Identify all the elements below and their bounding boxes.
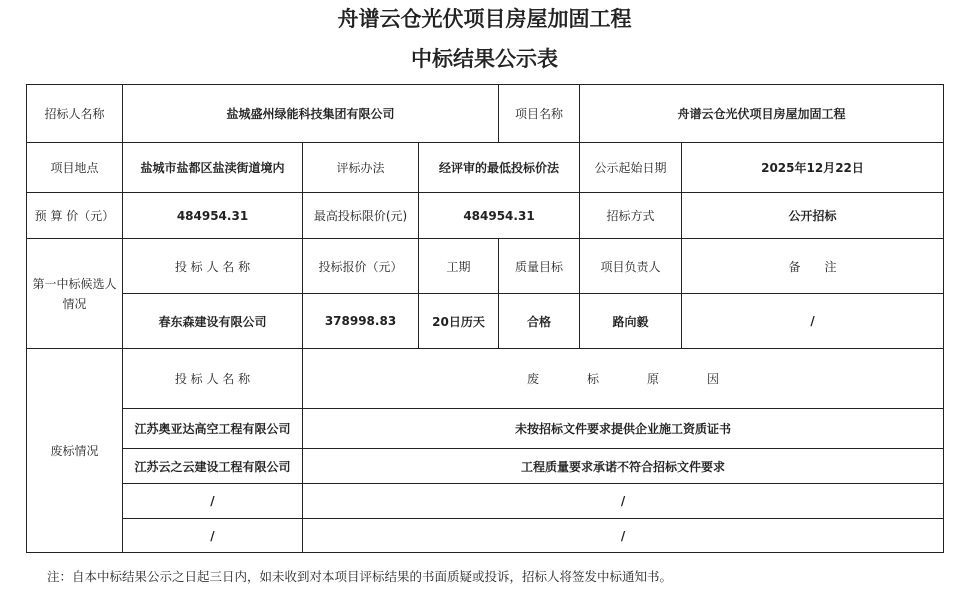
reject-reason: 未按招标文件要求提供企业施工资质证书 [303, 409, 944, 449]
rejected-bidder-header: 投 标 人 名 称 [123, 349, 303, 409]
start-date-value: 2025年12月22日 [682, 143, 944, 193]
candidate-manager: 路向毅 [580, 294, 682, 349]
footnote: 注：自本中标结果公示之日起三日内，如未收到对本项目评标结果的书面质疑或投诉，招标人将签发中标通知书。 [47, 569, 673, 584]
rejected-bidder: 江苏奥亚达高空工程有限公司 [123, 409, 303, 449]
bid-result-table [26, 84, 944, 553]
page-title: 舟谱云仓光伏项目房屋加固工程 [337, 6, 632, 31]
table-row [27, 239, 944, 294]
rejected-bidder: / [123, 519, 303, 553]
reject-reason: / [303, 519, 944, 553]
candidate-bidder: 春东森建设有限公司 [123, 294, 303, 349]
table-row [27, 484, 944, 519]
budget-label: 预 算 价（元） [27, 193, 123, 239]
budget-value: 484954.31 [123, 193, 303, 239]
quality-header: 质量目标 [499, 239, 580, 294]
bidder-header: 投 标 人 名 称 [123, 239, 303, 294]
first-candidate-label: 第一中标候选人情况 [27, 239, 123, 349]
table-row [27, 519, 944, 553]
table-row [27, 409, 944, 449]
rejected-bidder: 江苏云之云建设工程有限公司 [123, 449, 303, 484]
manager-header: 项目负责人 [580, 239, 682, 294]
candidate-quality: 合格 [499, 294, 580, 349]
table-row [27, 193, 944, 239]
rejected-bidder: / [123, 484, 303, 519]
location-value: 盐城市盐都区盐渎街道境内 [123, 143, 303, 193]
tenderer-label: 招标人名称 [27, 85, 123, 143]
candidate-remarks: / [682, 294, 944, 349]
tender-mode-label: 招标方式 [580, 193, 682, 239]
candidate-bid-price: 378998.83 [303, 294, 419, 349]
max-price-value: 484954.31 [419, 193, 580, 239]
start-date-label: 公示起始日期 [580, 143, 682, 193]
bid-price-header: 投标报价（元） [303, 239, 419, 294]
max-price-label: 最高投标限价(元) [303, 193, 419, 239]
candidate-period: 20日历天 [419, 294, 499, 349]
reject-reason-header: 废 标 原 因 [303, 349, 944, 409]
location-label: 项目地点 [27, 143, 123, 193]
method-label: 评标办法 [303, 143, 419, 193]
tenderer-value: 盐城盛州绿能科技集团有限公司 [123, 85, 499, 143]
table-row [27, 85, 944, 143]
reject-reason: / [303, 484, 944, 519]
table-row [27, 449, 944, 484]
tender-mode-value: 公开招标 [682, 193, 944, 239]
reject-reason: 工程质量要求承诺不符合招标文件要求 [303, 449, 944, 484]
table-row [27, 143, 944, 193]
table-row [27, 349, 944, 409]
project-name-label: 项目名称 [499, 85, 580, 143]
rejected-label: 废标情况 [27, 349, 123, 553]
remarks-header: 备 注 [682, 239, 944, 294]
period-header: 工期 [419, 239, 499, 294]
page-subtitle: 中标结果公示表 [411, 46, 558, 71]
method-value: 经评审的最低投标价法 [419, 143, 580, 193]
table-row [27, 294, 944, 349]
project-name-value: 舟谱云仓光伏项目房屋加固工程 [580, 85, 944, 143]
